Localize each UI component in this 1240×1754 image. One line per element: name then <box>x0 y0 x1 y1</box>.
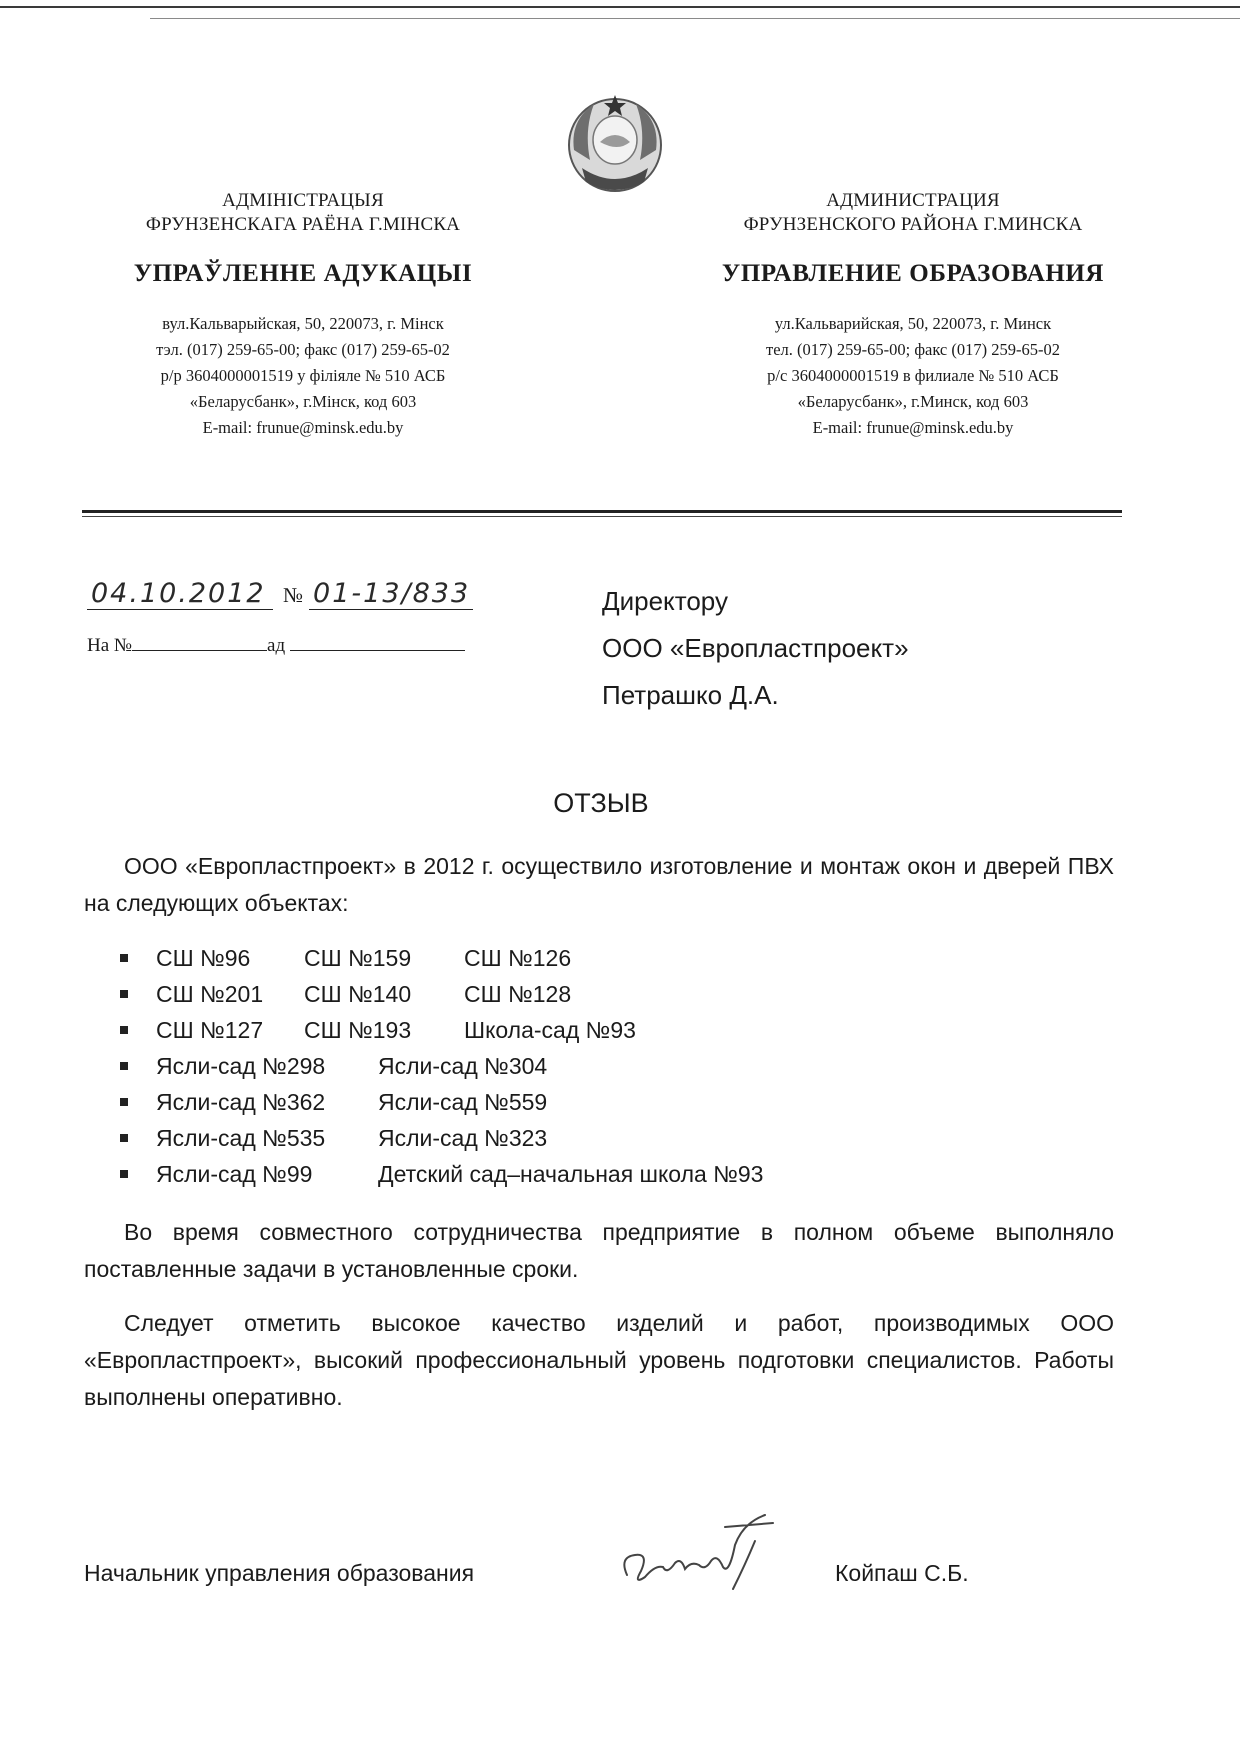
email-line: E-mail: frunue@minsk.edu.by <box>202 418 404 437</box>
object-name: СШ №140 <box>304 981 412 1007</box>
list-item <box>120 1156 763 1192</box>
handwritten-signature <box>615 1505 795 1595</box>
bullet-icon <box>120 1170 128 1178</box>
phone-line: тел. (017) 259-65-00; факс (017) 259-65-02 <box>765 340 1060 359</box>
number-label: № <box>283 583 304 607</box>
signatory-position: Начальник управления образования <box>84 1560 475 1586</box>
bullet-icon <box>120 1098 128 1106</box>
bank-name-line: «Беларусбанк», г.Минск, код 603 <box>797 392 1029 411</box>
object-name: Ясли-сад №362 <box>156 1089 326 1115</box>
object-name: Ясли-сад №559 <box>378 1089 548 1115</box>
object-name: СШ №96 <box>156 945 251 971</box>
object-name: СШ №126 <box>464 945 572 971</box>
addressee-block <box>602 578 909 719</box>
addressee-title: Директору <box>602 586 728 616</box>
object-name: СШ №201 <box>156 981 264 1007</box>
object-name: Ясли-сад №99 <box>156 1161 313 1187</box>
reply-number-blank <box>132 632 267 651</box>
list-item <box>120 1048 763 1084</box>
phone-line: тэл. (017) 259-65-00; факс (017) 259-65-02 <box>156 340 450 359</box>
object-name: СШ №127 <box>156 1017 264 1043</box>
list-item <box>120 1120 763 1156</box>
object-name: СШ №159 <box>304 945 412 971</box>
objects-list <box>120 940 763 1192</box>
cooperation-paragraph: Во время совместного сотрудничества предприятие в полном объеме выполняло поставленные задачи в установленные сроки. <box>84 1219 1114 1282</box>
bullet-icon <box>120 1062 128 1070</box>
bullet-icon <box>120 1026 128 1034</box>
coat-of-arms-emblem <box>560 90 670 200</box>
address-line: вул.Кальварыйская, 50, 220073, г. Мінск <box>162 314 444 333</box>
bank-account-line: р/с 3604000001519 в филиале № 510 АСБ <box>767 366 1059 385</box>
object-name: Школа-сад №93 <box>464 1017 636 1043</box>
object-name: Детский сад–начальная школа №93 <box>378 1161 764 1187</box>
object-name: Ясли-сад №298 <box>156 1053 326 1079</box>
intro-paragraph: ООО «Европластпроект» в 2012 г. осуществило изготовление и монтаж окон и дверей ПВХ на следующих объектах: <box>84 853 1114 916</box>
reply-date-blank <box>290 632 465 651</box>
scan-top-edge-secondary <box>150 18 1240 19</box>
department-name: УПРАВЛЕНИЕ ОБРАЗОВАНИЯ <box>721 260 1105 287</box>
department-name: УПРАЎЛЕННЕ АДУКАЦЫІ <box>133 260 473 287</box>
object-name: Ясли-сад №535 <box>156 1125 326 1151</box>
letterhead-divider-thin <box>82 516 1122 517</box>
scan-top-edge <box>0 6 1240 8</box>
incoming-reference <box>87 632 465 657</box>
outgoing-reference <box>87 578 473 610</box>
contact-block <box>703 311 1123 441</box>
letterhead-divider <box>82 510 1122 513</box>
addressee-company: ООО «Европластпроект» <box>602 633 909 663</box>
reply-number-label: На № <box>87 635 133 656</box>
object-name: СШ №193 <box>304 1017 412 1043</box>
contact-block <box>93 311 513 441</box>
handwritten-date: 04.10.2012 <box>87 578 273 610</box>
address-line: ул.Кальварийская, 50, 220073, г. Минск <box>774 314 1052 333</box>
object-name: Ясли-сад №323 <box>378 1125 548 1151</box>
quality-paragraph: Следует отметить высокое качество изделий и работ, производимых ООО «Европластпроект», высокий профессиональный уровень подготовки специалистов. Работы выполнены оперативно. <box>84 1310 1114 1410</box>
org-name-line2: ФРУНЗЕНСКОГО РАЙОНА Г.МИНСКА <box>743 214 1083 235</box>
list-item <box>120 940 763 976</box>
addressee-name: Петрашко Д.А. <box>602 680 779 710</box>
org-name-line1: АДМИНИСТРАЦИЯ <box>826 190 1000 211</box>
bullet-icon <box>120 1134 128 1142</box>
org-name-line2: ФРУНЗЕНСКАГА РАЁНА Г.МІНСКА <box>145 214 461 235</box>
object-name: СШ №128 <box>464 981 572 1007</box>
bullet-icon <box>120 990 128 998</box>
bank-account-line: р/р 3604000001519 у філіяле № 510 АСБ <box>160 366 446 385</box>
reply-from-label: ад <box>267 635 286 656</box>
letterhead-left <box>93 189 513 441</box>
signatory-name: Койпаш С.Б. <box>835 1560 969 1586</box>
object-name: Ясли-сад №304 <box>378 1053 548 1079</box>
bank-name-line: «Беларусбанк», г.Мінск, код 603 <box>189 392 417 411</box>
email-line: E-mail: frunue@minsk.edu.by <box>812 418 1014 437</box>
bullet-icon <box>120 954 128 962</box>
list-item <box>120 976 763 1012</box>
org-name-line1: АДМІНІСТРАЦЫЯ <box>222 190 384 211</box>
letter-title: ОТЗЫВ <box>553 788 649 818</box>
list-item <box>120 1012 763 1048</box>
list-item <box>120 1084 763 1120</box>
handwritten-number: 01-13/833 <box>309 578 473 610</box>
letterhead-right <box>703 189 1123 441</box>
